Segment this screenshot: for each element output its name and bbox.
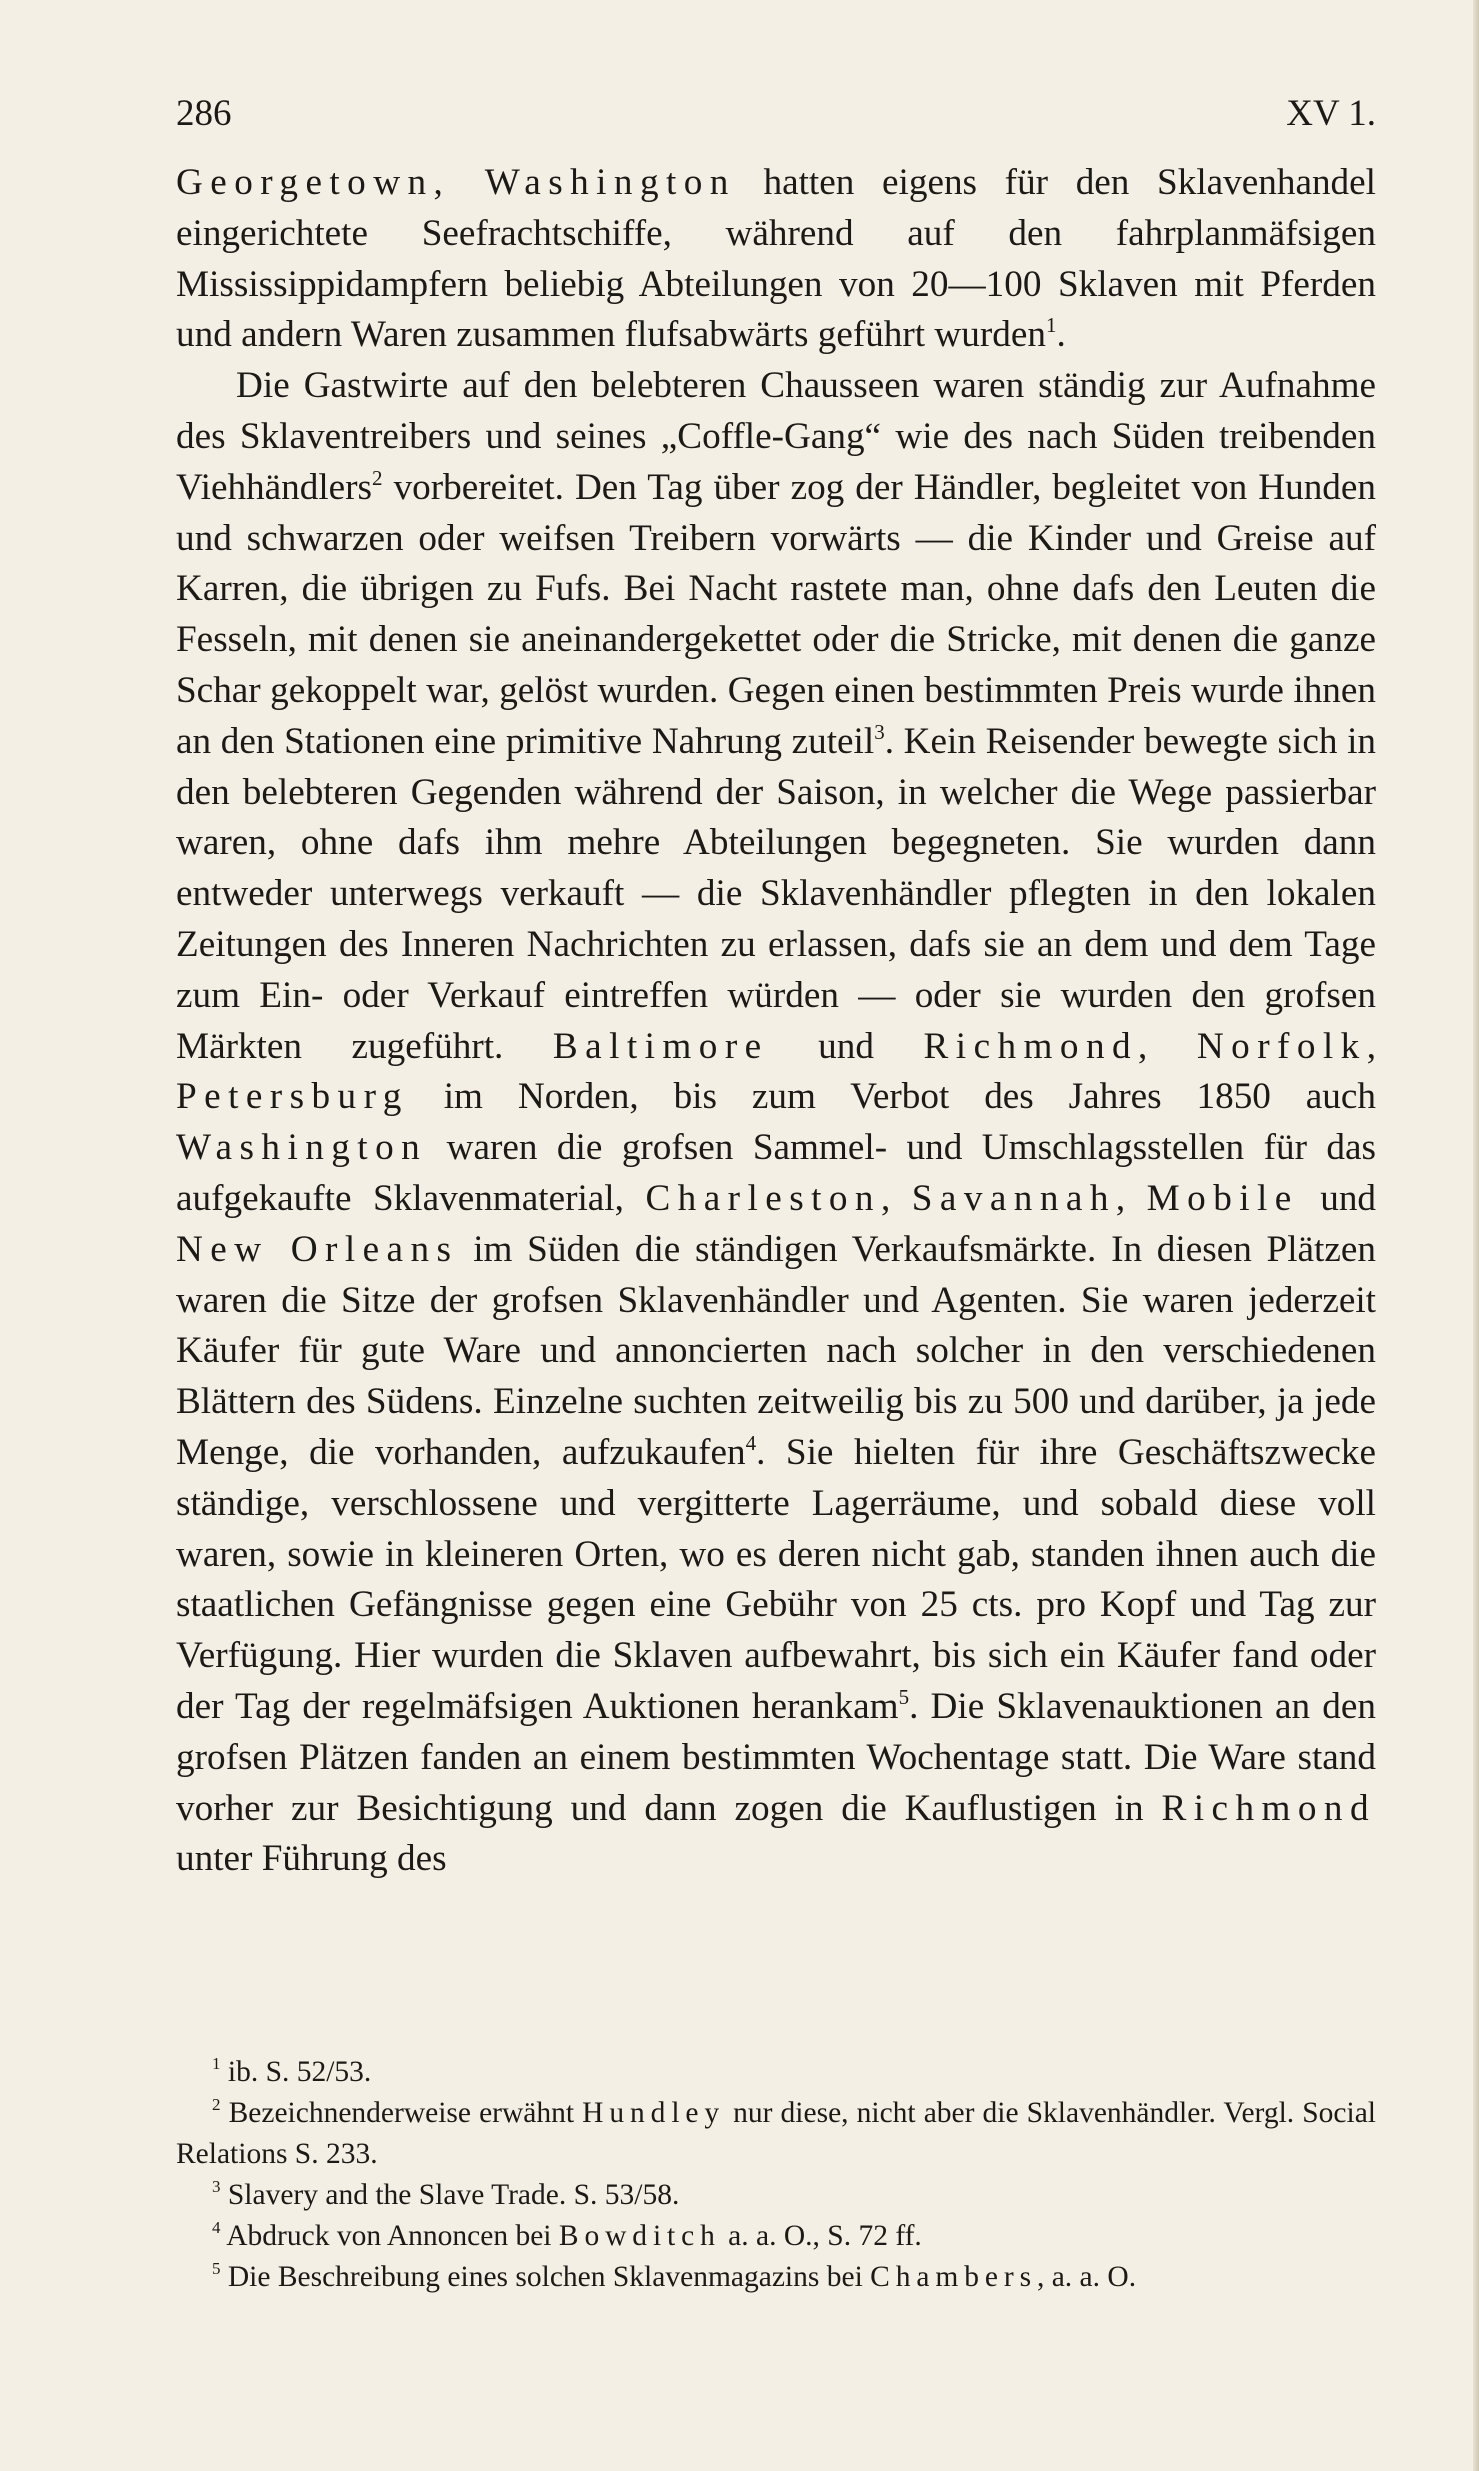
text-run: und <box>1298 1177 1377 1219</box>
text-run: vorbereitet. Den Tag über zog der Händler, begleitet von Hunden und schwarzen oder weifsen Treibern vorwärts — die Kinder und Greise auf Karren, die übrigen zu Fufs. Bei Nacht rastete man, ohne dafs den Leuten die Fesseln, mit denen sie aneinandergekettet oder die Stricke, mit denen die ganze Schar gekoppelt war, gelöst wurden. Gegen einen bestimmten Preis wurde ihnen an den Stationen eine primitive Nahrung zuteil <box>176 466 1376 762</box>
footnote-ref-3: 3 <box>874 719 885 744</box>
footnote-number: 4 <box>212 2218 221 2237</box>
footnote-4 <box>176 2216 1376 2257</box>
text-run: . Die Sklavenauktionen an den grofsen Plätzen fanden an einem bestimmten Wochentage statt. Die Ware stand vorher zur Besichtigung und dann zogen die Kauflustigen in <box>176 1685 1376 1829</box>
footnote-text: Slavery and the Slave Trade. S. 53/58. <box>220 2179 680 2211</box>
footnote-2 <box>176 2093 1376 2175</box>
paragraph-2 <box>176 361 1376 1885</box>
spaced-place-name: Georgetown, Washington <box>176 162 736 203</box>
footnote-3 <box>176 2175 1376 2216</box>
footnote-ref-4: 4 <box>745 1430 757 1455</box>
text-run: im Süden die ständigen Verkaufsmärkte. In diesen Plätzen waren die Sitze der grofsen Sklavenhändler und Agenten. Sie waren jederzeit Käufer für gute Ware und annoncierten nach solcher in den verschiedenen Blättern des Südens. Einzelne suchten zeitweilig bis zu 500 und darüber, ja jede Menge, die vorhanden, aufzukaufen <box>176 1228 1376 1473</box>
text-run: und <box>768 1025 924 1067</box>
text-run: , <box>1366 1025 1377 1067</box>
spaced-place-name: New Orleans <box>176 1228 459 1270</box>
text-run: im Norden, bis zum Verbot des Jahres 1850 auch <box>408 1076 1376 1118</box>
footnote-text: ib. S. 52/53. <box>220 2056 372 2088</box>
footnote-text: nur diese, nicht aber die Sklavenhändler. Vergl. Social Relations S. 233. <box>176 2097 1376 2170</box>
text-run: . Kein Reisender bewegte sich in den belebteren Gegenden während der Saison, in welcher die Wege passierbar waren, ohne dafs ihm mehre Abteilungen begegneten. Sie wurden dann entweder unterwegs verkauft — die Sklavenhändler pflegten in den lokalen Zeitungen des Inneren Nachrichten zu erlassen, dafs sie an dem und dem Tage zum Ein- oder Verkauf eintreffen würden — oder sie wurden den grofsen Märkten zugeführt. <box>176 720 1377 1067</box>
spaced-place-name: Mobile <box>1146 1177 1299 1219</box>
text-run: Die Gastwirte auf den belebteren Chausseen waren ständig zur Aufnahme des Sklaventreibers und seines „Coffle-Gang“ wie des nach Süden treibenden Viehhändlers <box>176 365 1376 508</box>
footnote-1 <box>176 2052 1376 2093</box>
footnote-text: a. a. O., S. 72 ff. <box>720 2220 922 2252</box>
spaced-place-name: Richmond <box>923 1025 1139 1067</box>
footnote-number: 1 <box>212 2054 221 2073</box>
spaced-place-name: Charleston <box>645 1177 881 1219</box>
spaced-place-name: Richmond <box>1161 1787 1376 1829</box>
spaced-author-name: Chambers <box>870 2261 1037 2293</box>
footnotes <box>176 2052 1376 2298</box>
spaced-place-name: Savannah <box>911 1177 1116 1219</box>
text-run: . Sie hielten für ihre Geschäftszwecke ständige, verschlossene und vergitterte Lagerräume, und sobald diese voll waren, sowie in kleineren Orten, wo es deren nicht gab, standen ihnen auch die staatlichen Gefängnisse gegen eine Gebühr von 25 cts. pro Kopf und Tag zur Verfügung. Hier wurden die Sklaven aufbewahrt, bis sich ein Käufer fand oder der Tag der regelmäfsigen Auktionen herankam <box>176 1431 1376 1727</box>
footnote-text: Die Beschreibung eines solchen Sklavenmagazins bei <box>220 2261 871 2293</box>
spaced-author-name: Bowditch <box>558 2220 721 2252</box>
spaced-place-name: Norfolk <box>1196 1025 1367 1067</box>
footnote-text: Abdruck von Annoncen bei <box>220 2220 559 2252</box>
text-run: . <box>1056 314 1066 356</box>
spaced-place-name: Petersburg <box>176 1076 409 1118</box>
text-run: , <box>880 1177 912 1219</box>
text-run: hatten eigens für den Sklavenhandel eingerichtete Seefrachtschiffe, während auf den fahrplanmäfsigen Mississippidampfern beliebig Abteilungen von 20—100 Sklaven mit Pferden und andern Waren zusammen flufsabwärts geführt wurden <box>176 162 1376 356</box>
spaced-place-name: Washington <box>176 1127 428 1169</box>
text-run: , <box>1115 1177 1147 1219</box>
footnote-5 <box>176 2257 1376 2298</box>
footnote-ref-1: 1 <box>1045 313 1057 338</box>
spaced-place-name: Baltimore <box>552 1025 769 1067</box>
text-run: unter Führung des <box>176 1838 447 1880</box>
text-run: waren die grofsen Sammel- und Umschlagsstellen für das aufgekaufte Sklavenmaterial, <box>176 1127 1376 1219</box>
footnote-ref-5: 5 <box>898 1684 910 1709</box>
page-header <box>176 92 1376 142</box>
page-edge <box>1473 0 1479 2471</box>
spaced-author-name: Hundley <box>582 2097 726 2129</box>
footnote-number: 5 <box>212 2259 221 2278</box>
footnote-ref-2: 2 <box>372 465 383 490</box>
page-number: 286 <box>176 93 232 134</box>
footnote-number: 3 <box>212 2177 221 2196</box>
footnote-text: , a. a. O. <box>1036 2261 1137 2293</box>
section-mark: XV 1. <box>1286 93 1376 134</box>
body-text <box>176 158 1376 1885</box>
footnote-text: Bezeichnenderweise erwähnt <box>220 2097 583 2129</box>
text-run: , <box>1138 1025 1197 1067</box>
footnote-number: 2 <box>212 2095 221 2114</box>
paragraph-1 <box>176 158 1376 361</box>
